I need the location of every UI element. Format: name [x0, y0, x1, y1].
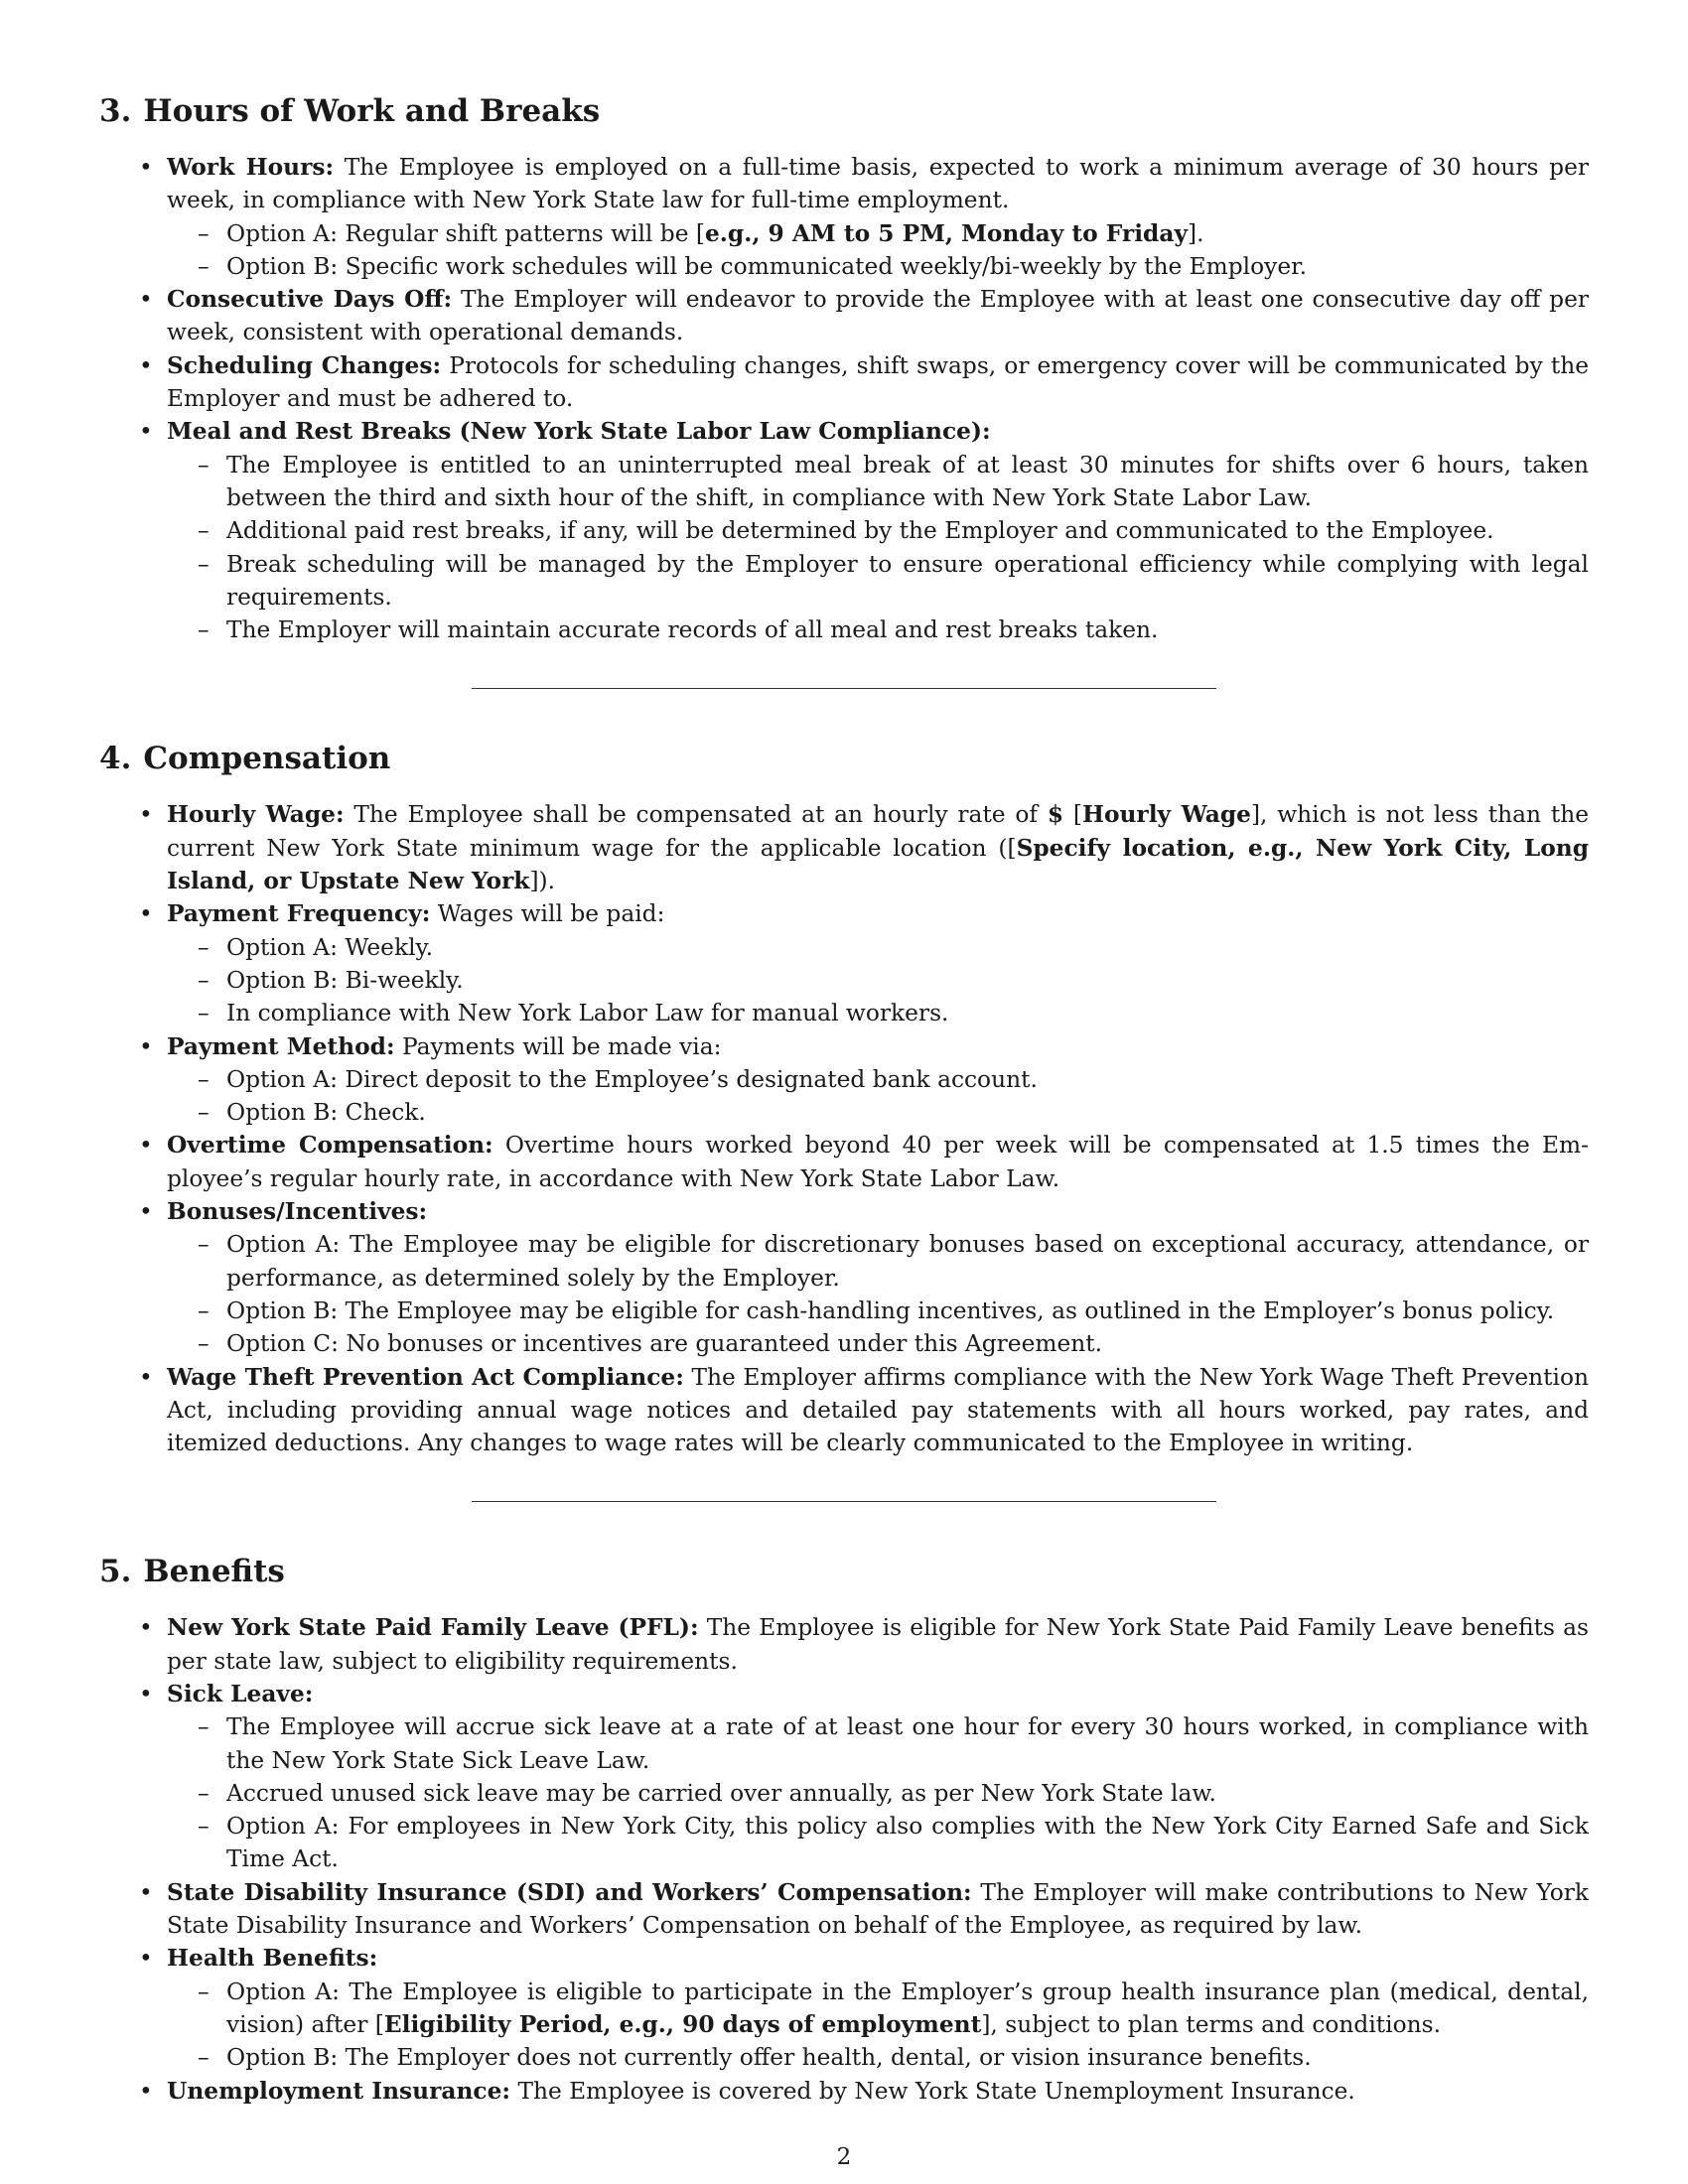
- list-item-health-benefits: • Health Benefits: – Option A: The Employee is eligible to participate in the Employer’s group health insurance plan (medical, dental, vision) after [Eligibility Period, e.g., 90 days of employment], subject to plan terms and conditions. – Option B: The Employer does not currently offer health, dental, or vision insurance benefits.: [167, 1942, 1589, 2074]
- list-item-meal-rest-breaks: • Meal and Rest Breaks (New York State Labor Law Compliance): – The Employee is entitled to an uninterrupted meal break of at least 30 minutes for shifts over 6 hours, taken between the third and sixth hour of the shift, in compliance with New York State Labor Law. – Additional paid rest breaks, if any, will be determined by the Employer and communicated to the Employee. – Break scheduling will be managed by the Employer to ensure operational efficiency while complying with legal requirements. – The Employer will maintain accurate records of all meal and rest breaks taken.: [167, 415, 1589, 646]
- sub-item: – Option A: For employees in New York City, this policy also complies with the New York City Earned Safe and Sick Time Act.: [226, 1810, 1589, 1876]
- sub-item: – Option A: Regular shift patterns will be [e.g., 9 AM to 5 PM, Monday to Friday].: [226, 217, 1589, 250]
- sub-item: – Option B: The Employer does not currently offer health, dental, or vision insurance benefits.: [226, 2041, 1589, 2074]
- list-item-pfl: • New York State Paid Family Leave (PFL): The Employee is eligible for New York State Paid Family Leave benefits as per state law, subject to eligibility requirements.: [167, 1611, 1589, 1678]
- sub-list: [167, 449, 1589, 647]
- sub-item: – Option A: Direct deposit to the Employee’s designated bank account.: [226, 1063, 1589, 1096]
- section-divider: [472, 688, 1216, 689]
- section-compensation: [99, 737, 1589, 1459]
- section-heading: 5. Benefits: [99, 1554, 285, 1590]
- sub-list: [167, 1228, 1589, 1360]
- sub-list: [167, 1976, 1589, 2075]
- list-item-bonuses: • Bonuses/Incentives: – Option A: The Employee may be eligible for discretionary bonuses based on exceptional accuracy, attendance, or performance, as determined solely by the Employer. – Option B: The Employee may be eligible for cash-handling incentives, as outlined in the Employer’s bonus policy. – Option C: No bonuses or incentives are guaranteed under this Agreement.: [167, 1195, 1589, 1360]
- sub-item: – Break scheduling will be managed by the Employer to ensure operational efficiency while complying with legal requirements.: [226, 548, 1589, 614]
- sub-item: – The Employer will maintain accurate records of all meal and rest breaks taken.: [226, 614, 1589, 646]
- list-item-sdi-workers-comp: • State Disability Insurance (SDI) and Workers’ Compensation: The Employer will make contributions to New York State Disability Insurance and Workers’ Compensation on behalf of the Employee, as required by law.: [167, 1876, 1589, 1943]
- sub-item: – The Employee is entitled to an uninterrupted meal break of at least 30 minutes for shifts over 6 hours, taken between the third and sixth hour of the shift, in compliance with New York State Labor Law.: [226, 449, 1589, 515]
- list-item-sick-leave: • Sick Leave: – The Employee will accrue sick leave at a rate of at least one hour for every 30 hours worked, in compliance with the New York State Sick Leave Law. – Accrued unused sick leave may be carried over annually, as per New York State law. – Option A: For employees in New York City, this policy also complies with the New York City Earned Safe and Sick Time Act.: [167, 1678, 1589, 1876]
- list-item-wage-theft: • Wage Theft Prevention Act Compliance: The Employer affirms compliance with the New York Wage Theft Prevention Act, including providing annual wage notices and detailed pay statements with all hours worked, pay rates, and itemized deductions. Any changes to wage rates will be clearly communicated to the Employee in writing.: [167, 1361, 1589, 1460]
- section-hours-of-work: [99, 89, 1589, 646]
- sub-item: – Additional paid rest breaks, if any, will be determined by the Employer and communicated to the Employee.: [226, 514, 1589, 547]
- section-benefits: [99, 1550, 1589, 2107]
- list-item-hourly-wage: • Hourly Wage: The Employee shall be compensated at an hourly rate of $ [Hourly Wage], which is not less than the current New York State minimum wage for the applicable location ([Specify location, e.g., New York City, Long Island, or Upstate New York]).: [167, 798, 1589, 897]
- list-item-consecutive-days-off: • Consecutive Days Off: The Employer will endeavor to provide the Employee with at least one consecutive day off per week, consistent with operational demands.: [167, 283, 1589, 349]
- sub-item: – Accrued unused sick leave may be carried over annually, as per New York State law.: [226, 1777, 1589, 1810]
- page-number: 2: [836, 2144, 852, 2170]
- sub-list: [167, 931, 1589, 1030]
- list-item-scheduling-changes: • Scheduling Changes: Protocols for scheduling changes, shift swaps, or emergency cover will be communicated by the Employer and must be adhered to.: [167, 349, 1589, 416]
- sub-item: – In compliance with New York Labor Law for manual workers.: [226, 997, 1589, 1029]
- sub-item: – The Employee will accrue sick leave at a rate of at least one hour for every 30 hours worked, in compliance with the New York State Sick Leave Law.: [226, 1710, 1589, 1777]
- sub-list: [167, 1063, 1589, 1130]
- list-item-work-hours: • Work Hours: The Employee is employed on a full-time basis, expected to work a minimum average of 30 hours per week, in compliance with New York State law for full-time employment. – Option A: Regular shift patterns will be [e.g., 9 AM to 5 PM, Monday to Friday]. – Option B: Specific work schedules will be communicated weekly/bi-weekly by the Employer.: [167, 151, 1589, 283]
- sub-item: – Option B: Specific work schedules will be communicated weekly/bi-weekly by the Employer.: [226, 250, 1589, 283]
- list-item-unemployment: • Unemployment Insurance: The Employee is covered by New York State Unemployment Insurance.: [167, 2075, 1589, 2108]
- sub-item: – Option A: Weekly.: [226, 931, 1589, 964]
- sub-item: – Option B: Bi-weekly.: [226, 964, 1589, 997]
- section-heading: 4. Compensation: [99, 741, 391, 777]
- document-page: [99, 89, 1589, 2108]
- list-item-payment-method: • Payment Method: Payments will be made via: – Option A: Direct deposit to the Employee’s designated bank account. – Option B: Check.: [167, 1030, 1589, 1130]
- list-item-overtime: • Overtime Compensation: Overtime hours worked beyond 40 per week will be compensated at 1.5 times the Em-ployee’s regular hourly rate, in accordance with New York State Labor Law.: [167, 1129, 1589, 1195]
- list-item-payment-frequency: • Payment Frequency: Wages will be paid: – Option A: Weekly. – Option B: Bi-weekly. – In compliance with New York Labor Law for manual workers.: [167, 897, 1589, 1029]
- sub-item: – Option C: No bonuses or incentives are guaranteed under this Agreement.: [226, 1327, 1589, 1360]
- sub-item: – Option B: The Employee may be eligible for cash-handling incentives, as outlined in the Employer’s bonus policy.: [226, 1295, 1589, 1327]
- bullet-list: [99, 1611, 1589, 2107]
- sub-list: [167, 1710, 1589, 1875]
- sub-item: – Option A: The Employee is eligible to participate in the Employer’s group health insurance plan (medical, dental, vision) after [Eligibility Period, e.g., 90 days of employment], subject to plan terms and conditions.: [226, 1976, 1589, 2042]
- sub-item: – Option B: Check.: [226, 1096, 1589, 1129]
- section-divider: [472, 1501, 1216, 1502]
- sub-item: – Option A: The Employee may be eligible for discretionary bonuses based on exceptional accuracy, attendance, or performance, as determined solely by the Employer.: [226, 1228, 1589, 1295]
- section-heading: 3. Hours of Work and Breaks: [99, 93, 601, 129]
- sub-list: [167, 217, 1589, 284]
- bullet-list: [99, 151, 1589, 646]
- bullet-list: [99, 798, 1589, 1459]
